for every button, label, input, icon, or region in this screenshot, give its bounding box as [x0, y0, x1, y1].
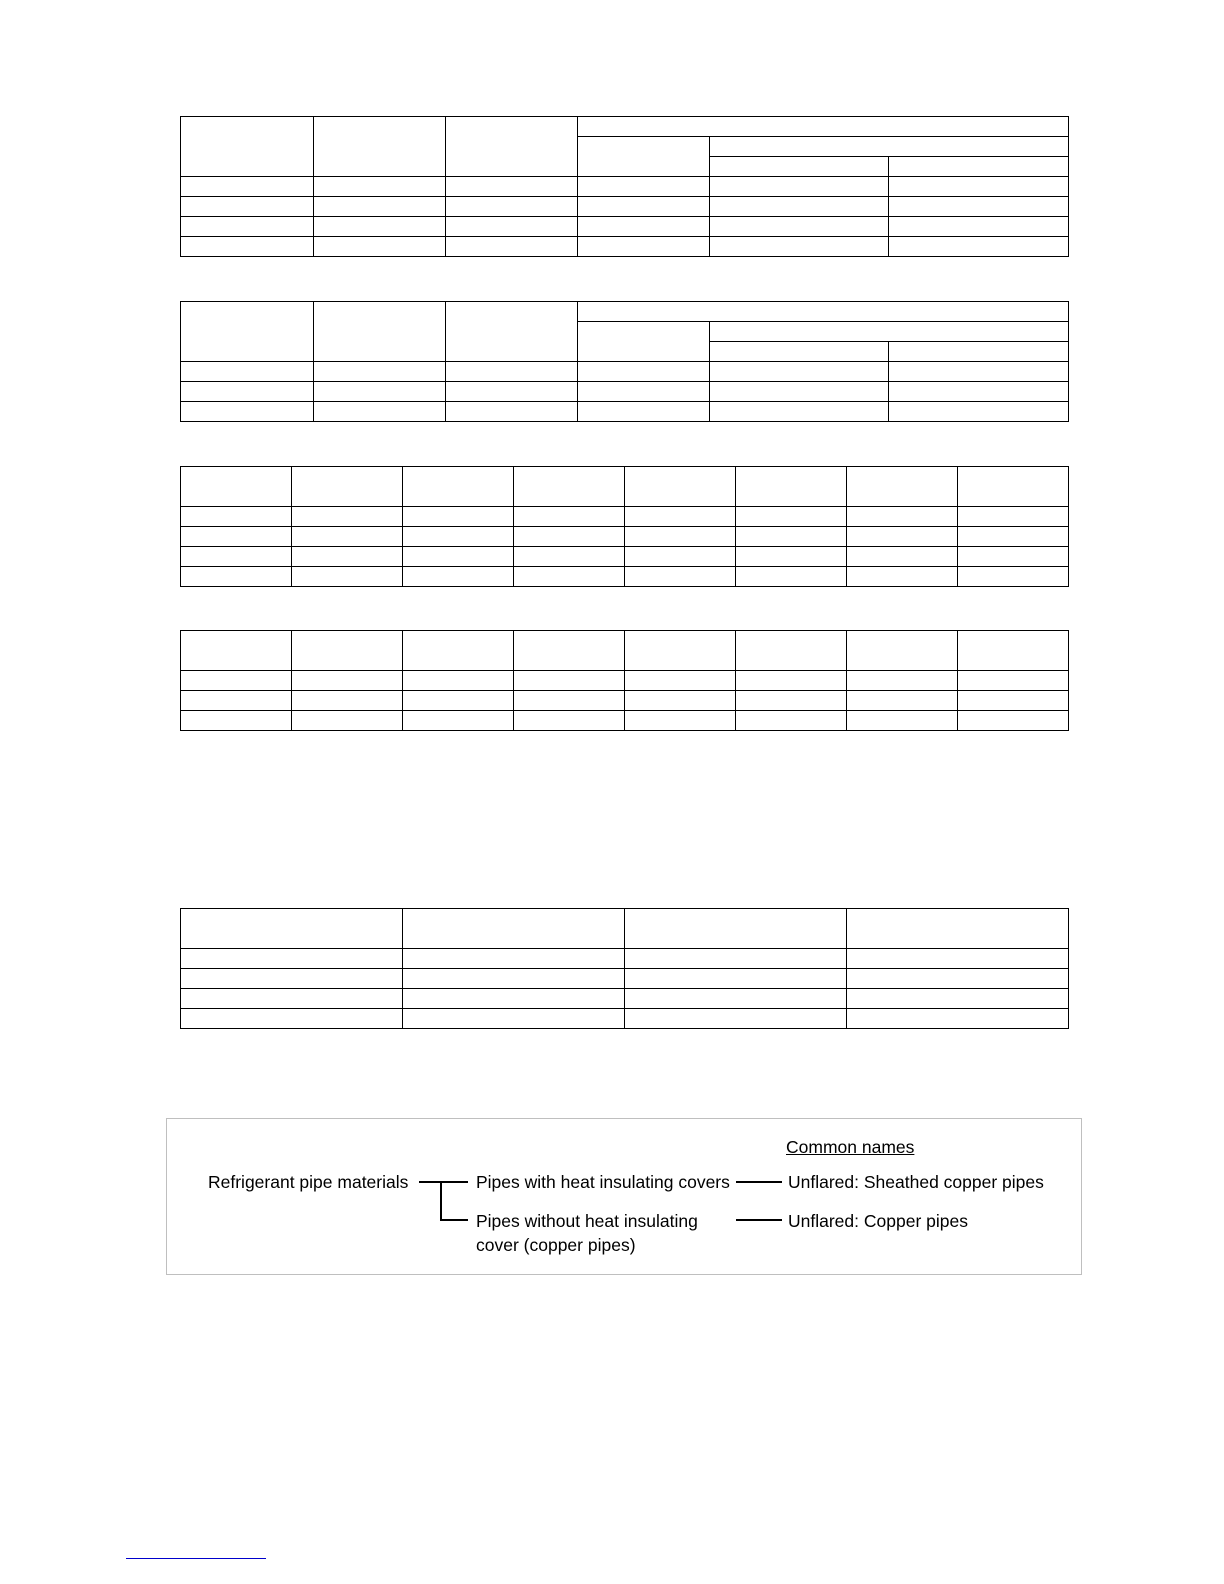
table-header-cell: [710, 157, 889, 177]
table-header-cell: [181, 117, 314, 177]
branch-material-label: Pipes with heat insulating covers: [476, 1172, 730, 1192]
table-header-cell: [446, 302, 578, 362]
common-names-heading: Common names: [786, 1137, 915, 1157]
table-header-cell: [446, 117, 578, 177]
table-row: [181, 527, 1069, 547]
spec-table-1: [180, 116, 1069, 257]
spec-table-3: [180, 466, 1069, 587]
table-group-header-cell: [578, 302, 1069, 322]
branch-material-label: Pipes without heat insulating: [476, 1211, 698, 1231]
root-label: Refrigerant pipe materials: [208, 1172, 409, 1192]
table-row: [181, 671, 1069, 691]
footnote-rule: [126, 1558, 266, 1559]
branch-material-label-cont: cover (copper pipes): [476, 1235, 636, 1255]
connector-line: [440, 1181, 442, 1221]
branch-common-name: Unflared: Copper pipes: [788, 1211, 968, 1231]
table-row: [181, 547, 1069, 567]
spec-table-4: [180, 630, 1069, 731]
table-header-cell: [710, 342, 889, 362]
table-header-cell: [314, 302, 446, 362]
table-header-row: [181, 467, 1069, 507]
connector-line: [736, 1181, 782, 1183]
table-row: [181, 1009, 1069, 1029]
table-row: [181, 177, 1069, 197]
table-header-cell: [889, 157, 1069, 177]
table-header-cell: [314, 117, 446, 177]
pipe-classification-box: [166, 1118, 1082, 1275]
table-row: [181, 567, 1069, 587]
table-row: [181, 362, 1069, 382]
table-row: [181, 507, 1069, 527]
table-row: [181, 711, 1069, 731]
table-row: [181, 969, 1069, 989]
connector-line: [736, 1219, 782, 1221]
table-header-cell: [578, 137, 710, 177]
spec-table-5: [180, 908, 1069, 1029]
table-row: [181, 402, 1069, 422]
table-row: [181, 949, 1069, 969]
table-header-cell: [578, 322, 710, 362]
table-header-cell: [181, 302, 314, 362]
table-row: [181, 691, 1069, 711]
spec-table-2: [180, 301, 1069, 422]
table-row: [181, 382, 1069, 402]
table-row: [181, 217, 1069, 237]
branch-common-name: Unflared: Sheathed copper pipes: [788, 1172, 1044, 1192]
table-row: [181, 197, 1069, 217]
connector-line: [419, 1181, 468, 1183]
table-header-row: [181, 631, 1069, 671]
table-group-header-cell: [710, 322, 1069, 342]
table-header-cell: [889, 342, 1069, 362]
table-row: [181, 237, 1069, 257]
table-group-header-cell: [578, 117, 1069, 137]
table-group-header-cell: [710, 137, 1069, 157]
table-header-row: [181, 909, 1069, 949]
connector-line: [440, 1219, 468, 1221]
table-row: [181, 989, 1069, 1009]
